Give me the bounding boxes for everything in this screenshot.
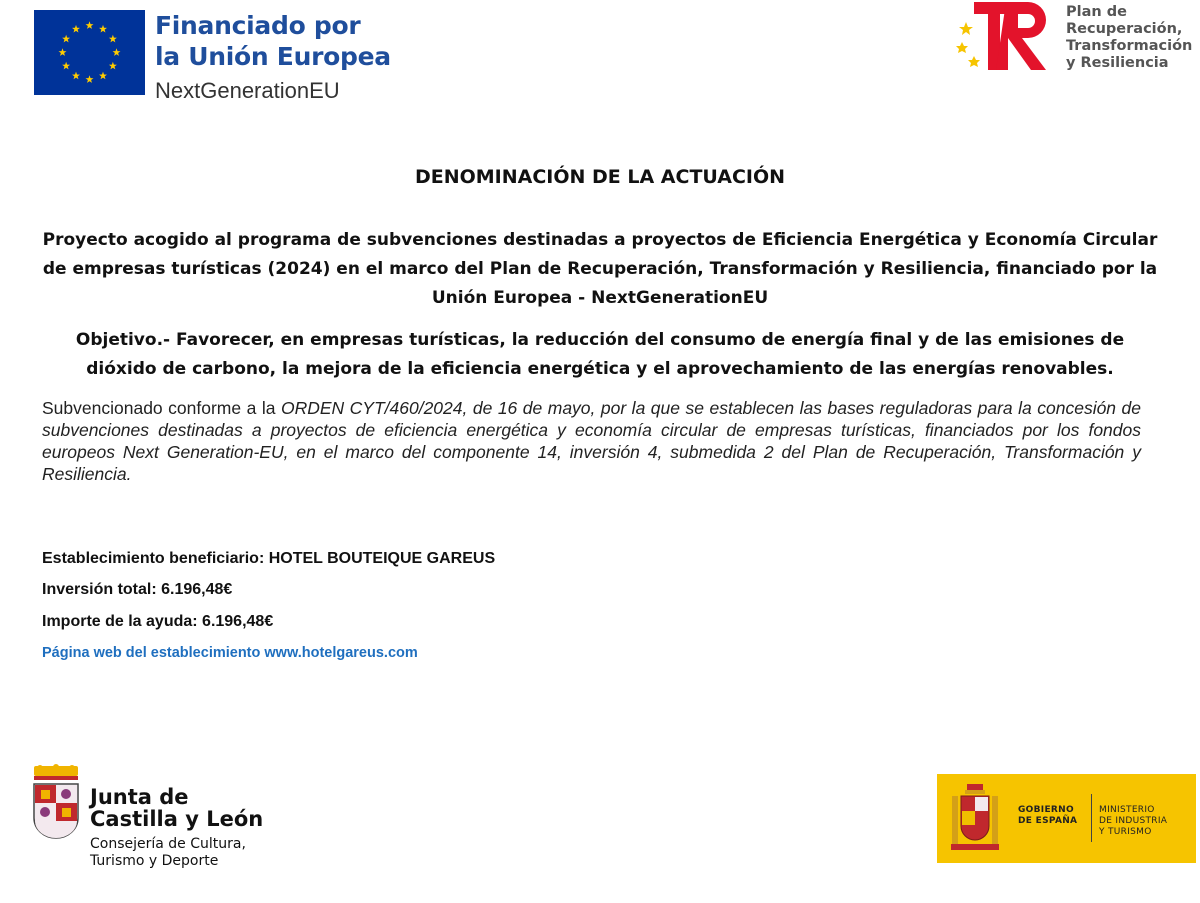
eu-logo-text-line2: la Unión Europea	[155, 42, 391, 71]
beneficiary-establishment: Establecimiento beneficiario: HOTEL BOUTEIQUE GAREUS	[42, 550, 496, 567]
eu-logo-text-line1: Financiado por	[155, 11, 361, 40]
ministerio-text-line2: DE INDUSTRIA	[1099, 816, 1168, 826]
page-title: DENOMINACIÓN DE LA ACTUACIÓN	[414, 166, 786, 188]
establishment-website-link[interactable]: Página web del establecimiento www.hotelgareus.com	[42, 645, 418, 661]
project-description: Proyecto acogido al programa de subvenciones destinadas a proyectos de Eficiencia Energética y Economía Circular de empresas turísticas (2024) en el marco del Plan de Recuperación, Transformación y Resiliencia, financiado por la Unión Europea - NextGenerationEU	[42, 230, 1158, 308]
jcyl-text-line3: Consejería de Cultura,	[90, 836, 246, 852]
subsidy-prefix: Subvencionado conforme a la	[42, 398, 281, 418]
subsidy-order-reference: ORDEN CYT/460/2024, de 16 de mayo, por la que se establecen las bases reguladoras para la concesión de subvenciones destinadas a proyectos de eficiencia energética y economía circular de empresas turísticas, financiados por los fondos europeos Next Generation-EU, en el marco del componente 14, inversión 4, submedida 2 del Plan de Recuperación, Transformación y Resiliencia.	[42, 398, 1142, 484]
jcyl-text-line4: Turismo y Deporte	[90, 853, 219, 869]
recovery-plan-text-line4: y Resiliencia	[1066, 55, 1169, 71]
recovery-plan-text-line2: Recuperación,	[1066, 21, 1183, 37]
ministerio-text-line3: Y TURISMO	[1099, 827, 1152, 837]
ministerio-text-line1: MINISTERIO	[1099, 805, 1155, 815]
gobierno-divider	[1091, 794, 1092, 842]
gobierno-text-line1: GOBIERNO	[1018, 805, 1074, 815]
jcyl-text-line1: Junta de	[90, 785, 189, 809]
total-investment: Inversión total: 6.196,48€	[42, 581, 233, 598]
project-objective: Objetivo.- Favorecer, en empresas turísticas, la reducción del consumo de energía final y de las emisiones de dióxido de carbono, la mejora de la eficiencia energética y el aprovechamiento de las energías renovables.	[75, 330, 1125, 379]
recovery-plan-logo	[954, 0, 1192, 72]
subsidy-legal-basis	[42, 397, 1141, 485]
recovery-plan-text-line3: Transformación	[1066, 38, 1193, 54]
eu-logo-text-line3: NextGenerationEU	[155, 78, 340, 103]
spain-coat-of-arms-icon	[949, 782, 1001, 856]
eu-funding-logo	[34, 10, 391, 106]
recovery-plan-tr-icon	[954, 0, 1054, 72]
castilla-leon-coat-of-arms-icon	[30, 764, 82, 840]
junta-castilla-leon-logo	[30, 764, 263, 870]
eu-flag-icon	[34, 10, 145, 95]
gobierno-text-line2: DE ESPAÑA	[1018, 816, 1078, 826]
aid-amount: Importe de la ayuda: 6.196,48€	[42, 613, 274, 630]
gobierno-espana-ministerio-logo	[937, 774, 1196, 863]
recovery-plan-text-line1: Plan de	[1066, 4, 1127, 20]
jcyl-text-line2: Castilla y León	[90, 807, 264, 831]
